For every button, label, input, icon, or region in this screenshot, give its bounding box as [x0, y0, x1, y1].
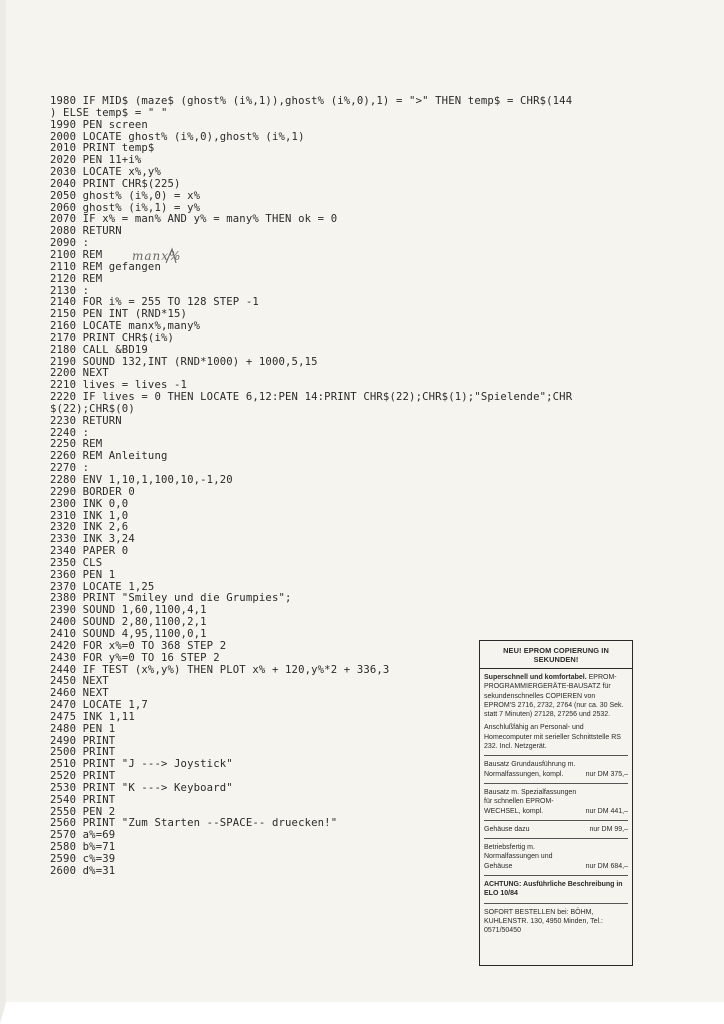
code-line: 2370 LOCATE 1,25: [50, 580, 155, 593]
code-line: 2330 INK 3,24: [50, 533, 135, 546]
code-line: 2380 PRINT "Smiley und die Grumpies";: [50, 592, 292, 605]
code-line: 2280 ENV 1,10,1,100,10,-1,20: [50, 474, 233, 486]
ad-title: NEU! EPROM COPIERUNG IN SEKUNDEN!: [480, 641, 632, 669]
code-line: 2360 PEN 1: [50, 568, 116, 581]
code-line: 2200 NEXT: [50, 367, 109, 380]
code-line: 2450 NEXT: [50, 675, 109, 688]
code-line: 2400 SOUND 2,80,1100,2,1: [50, 616, 207, 629]
code-line: 2540 PRINT: [50, 793, 116, 806]
ad-divider: [484, 838, 628, 839]
code-line: 2490 PRINT: [50, 734, 116, 747]
code-line: 2520 PRINT: [50, 770, 116, 783]
code-line: 2350 CLS: [50, 556, 103, 569]
ad-attention: ACHTUNG: Ausführliche Beschreibung in ELO 10/84: [484, 881, 623, 898]
ad-item-0: [484, 760, 628, 779]
code-line: 2460 NEXT: [50, 687, 109, 700]
code-line: 2500 PRINT: [50, 746, 116, 759]
code-line: 2580 b%=71: [50, 841, 116, 854]
code-line: 2340 PAPER 0: [50, 545, 129, 558]
code-line: 2180 CALL &BD19: [50, 343, 148, 356]
ad-intro-rest: EPROM-PROGRAMMIERGERÄTE-BAUSATZ für sekundenschnelles COPIEREN von EPROM'S 2716, 2732, 2764 (nur ca. 30 Sek. statt 7 Minuten) 27128, 27256 und 2532.: [484, 674, 624, 719]
ad-divider: [484, 903, 628, 904]
code-line: 2600 d%=31: [50, 864, 116, 877]
code-line: 2190 SOUND 132,INT (RND*1000) + 1000,5,15: [50, 355, 318, 368]
code-line: 2220 IF lives = 0 THEN LOCATE 6,12:PEN 14:PRINT CHR$(22);CHR$(1);"Spielende";CHR: [50, 391, 573, 404]
code-line: $(22);CHR$(0): [50, 402, 135, 415]
code-line: 2440 IF TEST (x%,y%) THEN PLOT x% + 120,y%*2 + 336,3: [50, 663, 390, 676]
code-line: 2090 :: [50, 237, 90, 250]
code-line: 2560 PRINT "Zum Starten --SPACE-- druecken!": [50, 817, 338, 830]
code-line: 2240 :: [50, 426, 90, 439]
code-line: 2120 REM: [50, 272, 103, 285]
ad-body: [480, 669, 632, 936]
code-line: 2260 REM Anleitung: [50, 450, 168, 463]
ad-item-price: nur DM 441,–: [585, 807, 628, 815]
eprom-advertisement: [479, 640, 633, 966]
ad-item-label: Bausatz Grundausführung m. Normalfassungen, kompl.: [484, 761, 576, 778]
code-line: 2070 IF x% = man% AND y% = many% THEN ok = 0: [50, 213, 338, 226]
code-line: 2000 LOCATE ghost% (i%,0),ghost% (i%,1): [50, 130, 305, 143]
ad-intro: [484, 673, 628, 719]
ad-item-price: nur DM 375,–: [585, 770, 628, 778]
code-line: 2480 PEN 1: [50, 722, 116, 735]
code-line: 2550 PEN 2: [50, 805, 116, 818]
ad-item-1: [484, 788, 628, 816]
ad-divider: [484, 783, 628, 784]
ad-divider: [484, 875, 628, 876]
code-line: 2470 LOCATE 1,7: [50, 699, 148, 712]
code-line: 2430 FOR y%=0 TO 16 STEP 2: [50, 651, 220, 664]
code-line: 2050 ghost% (i%,0) = x%: [50, 189, 201, 202]
code-line: 2270 :: [50, 462, 90, 475]
code-line: 2510 PRINT "J ---> Joystick": [50, 758, 233, 771]
code-line: 2420 FOR x%=0 TO 368 STEP 2: [50, 639, 227, 652]
code-line: 2130 :: [50, 284, 90, 297]
code-line: 2100 REM: [50, 248, 103, 261]
code-line: ) ELSE temp$ = " ": [50, 106, 168, 119]
code-line: 2080 RETURN: [50, 225, 122, 238]
code-line: 2320 INK 2,6: [50, 521, 129, 534]
code-line: 2530 PRINT "K ---> Keyboard": [50, 781, 233, 794]
code-line: 2210 lives = lives -1: [50, 379, 188, 392]
code-line: 2030 LOCATE x%,y%: [50, 166, 161, 179]
ad-item-3: [484, 843, 628, 871]
ad-order-info: SOFORT BESTELLEN bei: BÖHM, KUHLENSTR. 130, 4950 Minden, Tel.: 0571/50450: [484, 908, 603, 935]
code-line: 2170 PRINT CHR$(i%): [50, 331, 175, 344]
code-line: 2150 PEN INT (RND*15): [50, 308, 188, 321]
code-line: 2060 ghost% (i%,1) = y%: [50, 201, 201, 214]
code-line: 2290 BORDER 0: [50, 485, 135, 498]
ad-item-2: [484, 825, 628, 834]
code-line: 1980 IF MID$ (maze$ (ghost% (i%,1)),ghost% (i%,0),1) = ">" THEN temp$ = CHR$(144: [50, 95, 573, 107]
ad-item-price: nur DM 684,–: [585, 862, 628, 870]
code-line: 2040 PRINT CHR$(225): [50, 177, 181, 190]
code-line: 2390 SOUND 1,60,1100,4,1: [50, 604, 207, 617]
code-line: 2250 REM: [50, 438, 103, 451]
code-line: 2570 a%=69: [50, 829, 116, 842]
ad-item-label: Betriebsfertig m. Normalfassungen und Gehäuse: [484, 844, 553, 870]
handwritten-correction: manx%: [132, 249, 182, 263]
ad-compat: Anschlußfähig an Personal- und Homecomputer mit serieller Schnittstelle RS 232. Incl. Netzgerät.: [484, 724, 621, 751]
ad-intro-bold: Superschnell und komfortabel.: [484, 674, 587, 681]
code-line: 2475 INK 1,11: [50, 710, 135, 723]
code-line: 2110 REM gefangen: [50, 260, 161, 273]
ad-divider: [484, 820, 628, 821]
code-line: 2020 PEN 11+i%: [50, 154, 142, 167]
ad-item-label: Gehäuse dazu: [484, 825, 530, 833]
code-line: 2160 LOCATE manx%,many%: [50, 320, 201, 333]
code-line: 2140 FOR i% = 255 TO 128 STEP -1: [50, 296, 259, 309]
ad-item-price: nur DM 99,–: [589, 825, 628, 833]
code-line: 2230 RETURN: [50, 414, 122, 427]
code-line: 2590 c%=39: [50, 853, 116, 865]
ad-item-label: Bausatz m. Spezialfassungen für schnellen EPROM-WECHSEL, kompl.: [484, 788, 577, 815]
code-line: 2300 INK 0,0: [50, 497, 129, 510]
code-line: 2410 SOUND 4,95,1100,0,1: [50, 627, 207, 640]
ad-divider: [484, 755, 628, 756]
code-line: 2310 INK 1,0: [50, 509, 129, 522]
code-line: 2010 PRINT temp$: [50, 142, 155, 155]
code-line: 1990 PEN screen: [50, 118, 148, 131]
